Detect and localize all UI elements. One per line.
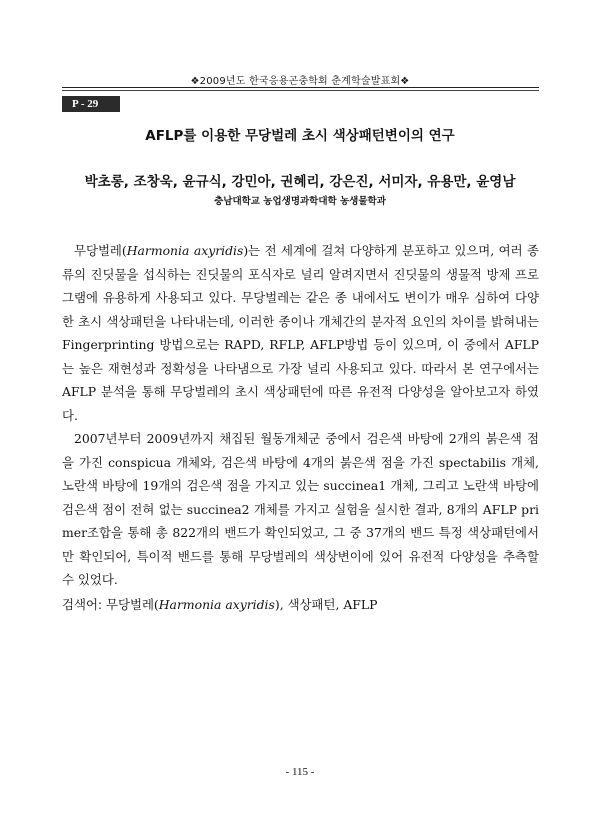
keywords-text-b: ), 색상패턴, AFLP [274,597,378,612]
page-number: - 115 - [285,766,315,778]
keywords-label: 검색어: [62,597,103,612]
species-name: Harmonia axyridis [126,243,244,258]
header-rule-thick [62,87,539,88]
conference-header: ❖2009년도 한국응용곤충학회 춘계학술발표회❖ [190,76,410,87]
affiliation: 충남대학교 농업생명과학대학 농생물학과 [214,196,386,207]
abstract [62,239,539,592]
poster-number-badge: P - 29 [62,96,120,112]
abstract-paragraph-2: 2007년부터 2009년까지 채집된 월동개체군 중에서 검은색 바탕에 2개의 붉은색 점을 가진 conspicua 개체와, 검은색 바탕에 4개의 붉은색 점을 가진 spectabilis 개체, 노란색 바탕에 19개의 검은색 점을 가지고 있는 succinea1 개체, 그리고 노란색 바탕에 검은색 점이 전혀 없는 succinea2 개체를 가지고 실험을 실시한 결과, 8개의 AFLP primer조합을 통해 총 822개의 밴드가 확인되었고, 그 중 37개의 밴드 특정 색상패턴에서만 확인되어, 특이적 밴드를 통해 무당벌레의 색상변이에 있어 유전적 다양성을 추측할 수 있었다. [62,431,539,587]
keywords [62,594,539,616]
abstract-p1-text-b: )는 전 세계에 걸쳐 다양하게 분포하고 있으며, 여러 종류의 진딧물을 섭식하는 진딧물의 포식자로 널리 알려지면서 진딧물의 생물적 방제 프로그램에 유용하게 사용되고 있다. 무당벌레는 같은 종 내에서도 변이가 매우 심하여 다양한 초시 색상패턴을 나타내는데, 이러한 종이나 개체간의 분자적 요인의 차이를 밝혀내는 Fingerprinting 방법으로는 RAPD, RFLP, AFLP방법 등이 있으며, 이 중에서 AFLP는 높은 재현성과 정확성을 나타냄으로 가장 널리 사용되고 있다. 따라서 본 연구에서는 AFLP 분석을 통해 무당벌레의 초시 색상패턴에 따른 유전적 다양성을 알아보고자 하였다. [62,243,540,423]
header-rule-thin [62,90,539,91]
paper-title: AFLP를 이용한 무당벌레 초시 색상패턴변이의 연구 [145,128,455,144]
keywords-species-name: Harmonia axyridis [158,597,275,612]
abstract-paragraph-1 [62,239,539,427]
abstract-p1-text-a: 무당벌레( [74,243,127,258]
author-list: 박초롱, 조창욱, 윤규식, 강민아, 권혜리, 강은진, 서미자, 유용만, 윤영남 [84,174,516,190]
keywords-text-a: 무당벌레( [102,597,159,612]
